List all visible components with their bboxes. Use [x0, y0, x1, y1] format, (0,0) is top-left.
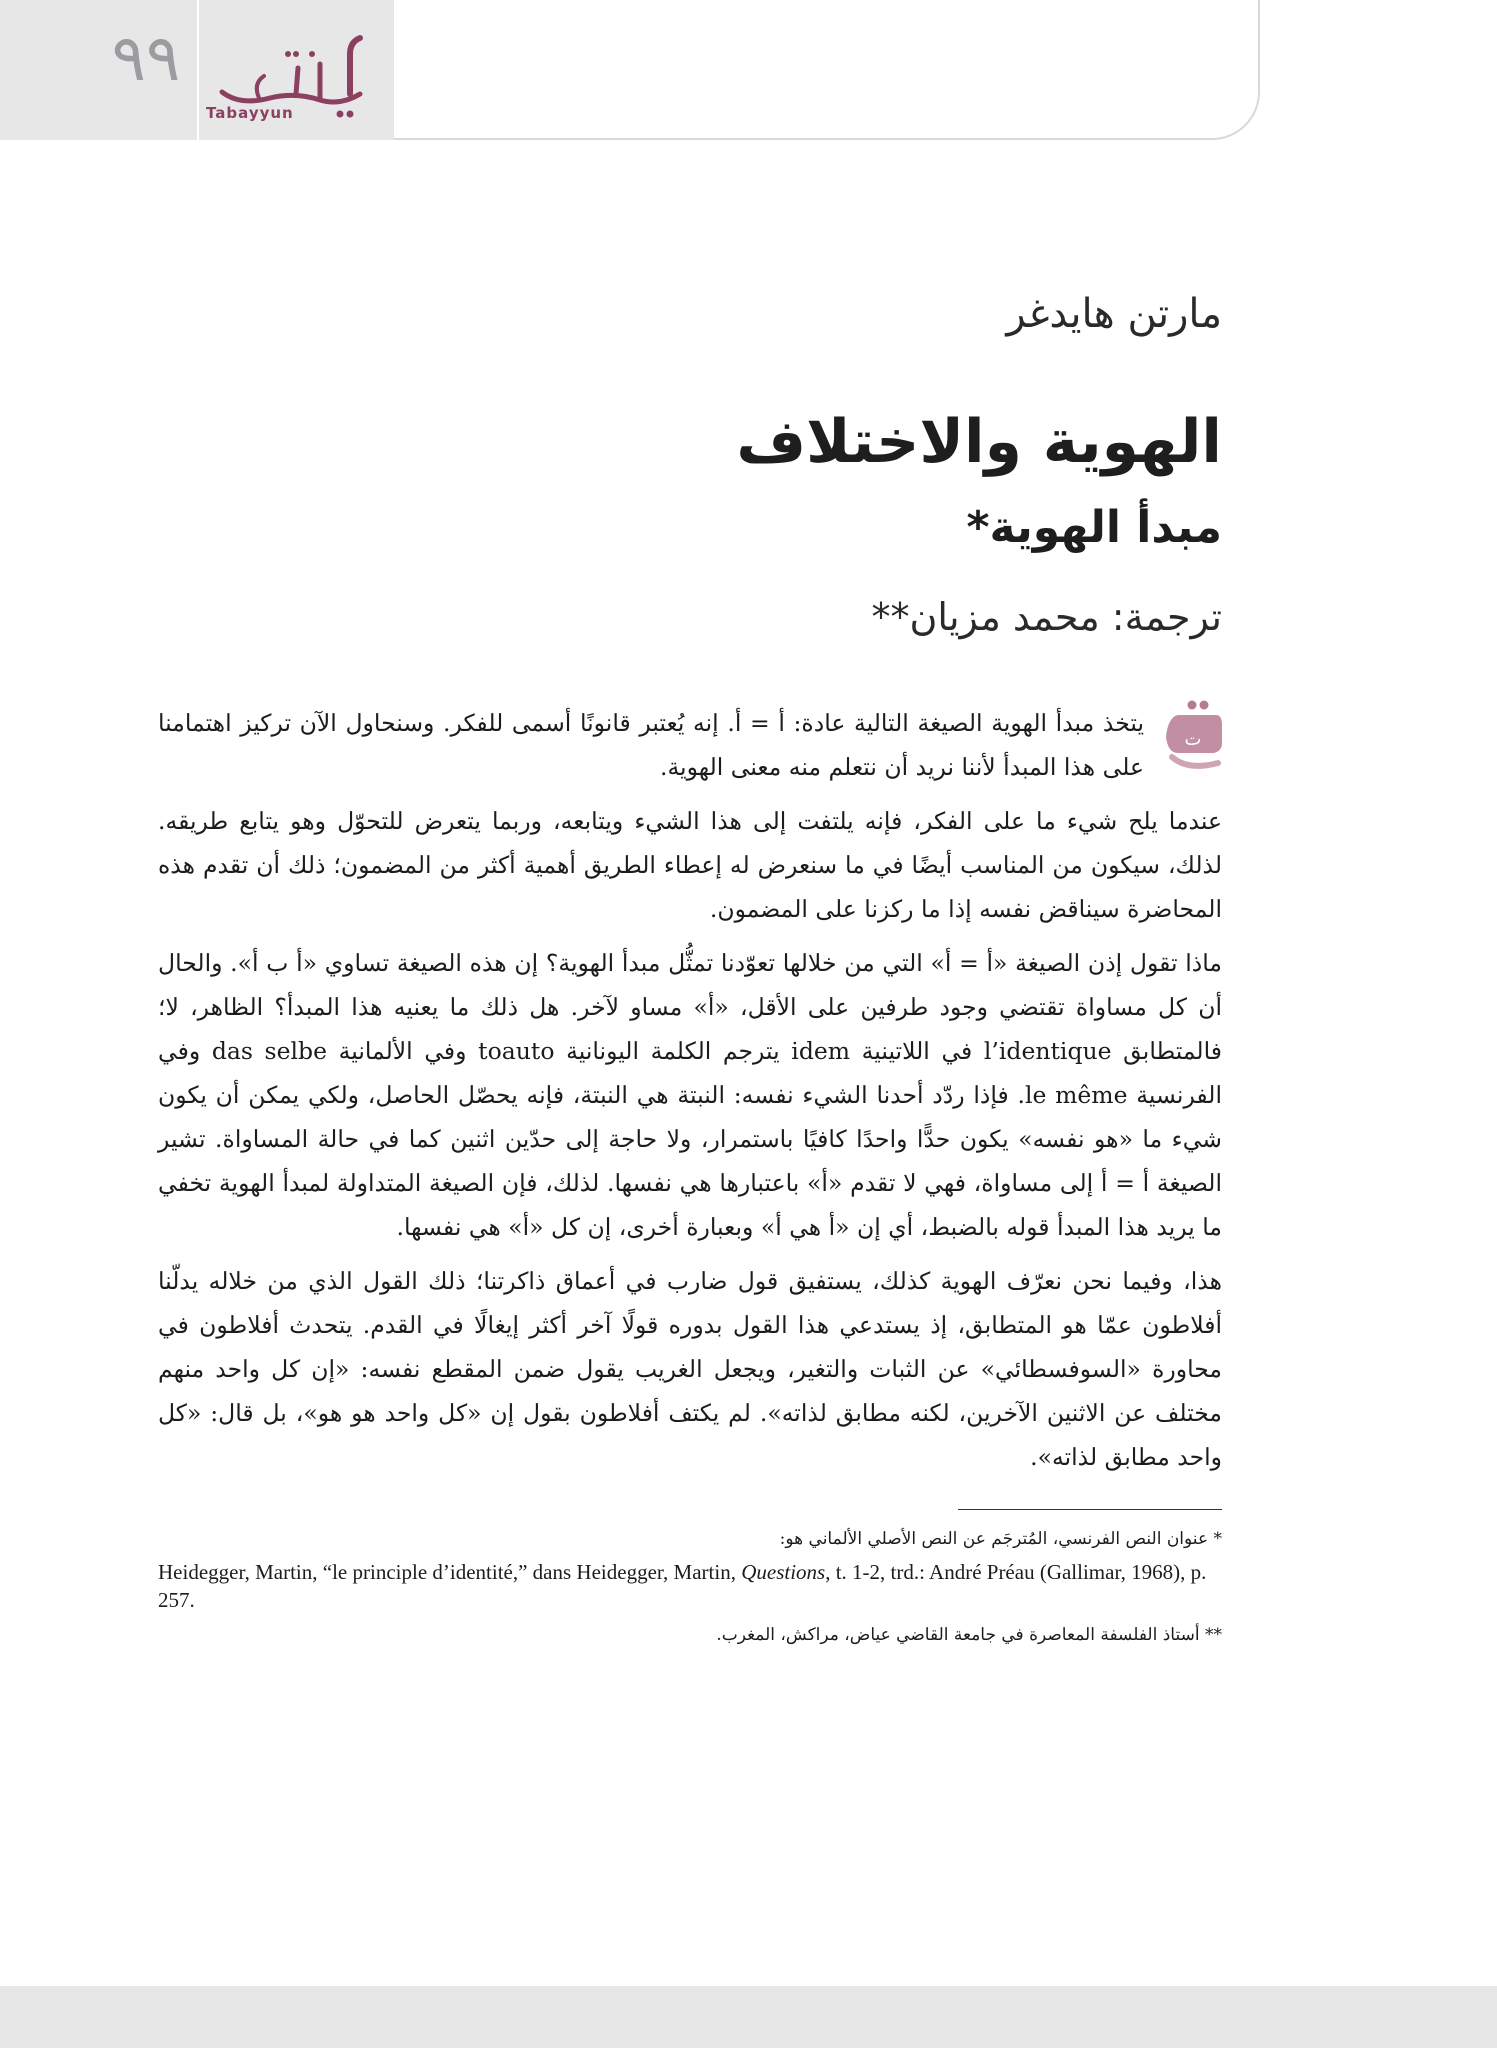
paragraph-4: هذا، وفيما نحن نعرّف الهوية كذلك، يستفيق قول ضارب في أعماق ذاكرتنا؛ ذلك القول الذي من خلاله يدلّنا أفلاطون عمّا هو المتطابق، إذ يستدعي هذا القول بدوره قولًا آخر أكثر إيغالًا في القدم. يتحدث أفلاطون في محاورة «السوفسطائي» عن الثبات والتغير، ويجعل الغريب يقول ضمن المقطع نفسه: «إن كل واحد منهم مختلف عن الاثنين الآخرين، لكنه مطابق لذاته». لم يكتف أفلاطون بقول إن «كل واحد هو هو»، بل قال: «كل واحد مطابق لذاته».	[158, 1266, 1222, 1471]
paragraph-1: يتخذ مبدأ الهوية الصيغة التالية عادة: أ = أ. إنه يُعتبر قانونًا أسمى للفكر. وسنحاول الآن تركيز اهتمامنا على هذا المبدأ لأننا نريد أن نتعلم منه معنى الهوية.	[158, 708, 1144, 781]
logo-latin-text: Tabayyun	[206, 104, 294, 122]
footnote-1: * عنوان النص الفرنسي، المُترجَم عن النص الأصلي الألماني هو:	[779, 1528, 1222, 1549]
paragraph-3: ماذا تقول إذن الصيغة «أ = أ» التي من خلالها تعوّدنا تمثُّل مبدأ الهوية؟ إن هذه الصيغة تساوي «أ ب أ». والحال أن كل مساواة تقتضي وجود طرفين على الأقل، «أ» مساو لآخر. هل ذلك ما يعنيه هذا المبدأ؟ الظاهر، لا؛ فالمتطابق l’identique في اللاتينية idem يترجم الكلمة اليونانية toauto وفي الألمانية das selbe وفي الفرنسية le même. فإذا ردّد أحدنا الشيء نفسه: النبتة هي النبتة، فإنه يحصّل الحاصل، ولكي يمكن أن يكون شيء ما «هو نفسه» يكون حدًّا واحدًا كافيًا باستمرار، ولا حاجة إلى حدّين اثنين كما في حالة المساواة. تشير الصيغة أ = أ إلى مساواة، فهي لا تقدم «أ» باعتبارها هي نفسها. لذلك، فإن الصيغة المتداولة لمبدأ الهوية تخفي ما يريد هذا المبدأ قوله بالضبط، أي إن «أ هي أ» وبعبارة أخرى، إن كل «أ» هي نفسها.	[158, 948, 1222, 1241]
article-subtitle: مبدأ الهوية*	[966, 502, 1222, 553]
page-number: ٩٩	[111, 22, 181, 96]
translator-credit: ترجمة: محمد مزيان**	[871, 595, 1222, 639]
author-name: مارتن هايدغر	[1006, 291, 1222, 337]
first-paragraph-block	[158, 701, 1222, 789]
page-footer-band	[0, 1986, 1497, 2048]
drop-cap-icon	[1158, 697, 1228, 779]
article	[158, 290, 1222, 1654]
footnote-divider	[958, 1509, 1222, 1510]
footnote-1-citation	[158, 1558, 1222, 1614]
paragraph-2: عندما يلح شيء ما على الفكر، فإنه يلتفت إلى هذا الشيء ويتابعه، وربما يتعرض للتحوّل وهو يتابع طريقه. لذلك، سيكون من المناسب أيضًا في ما سنعرض له إعطاء الطريق أهمية أكثر من المضمون؛ ذلك أن تقدم هذه المحاضرة سيناقض نفسه إذا ما ركزنا على المضمون.	[158, 806, 1222, 923]
citation-part-b: , t. 1-2, trd.: André Préau (Gallimar, 1968), p. 257.	[158, 1559, 1207, 1612]
citation-part-a: Heidegger, Martin, “le principle d’identité,” dans Heidegger, Martin,	[158, 1559, 742, 1584]
footnote-2: ** أستاذ الفلسفة المعاصرة في جامعة القاضي عياض، مراكش، المغرب.	[716, 1624, 1222, 1645]
drop-cap-letter: ت	[1184, 728, 1202, 750]
article-title: الهوية والاختلاف	[736, 407, 1222, 477]
citation-book-title: Questions	[741, 1559, 826, 1584]
header-divider	[197, 0, 199, 140]
